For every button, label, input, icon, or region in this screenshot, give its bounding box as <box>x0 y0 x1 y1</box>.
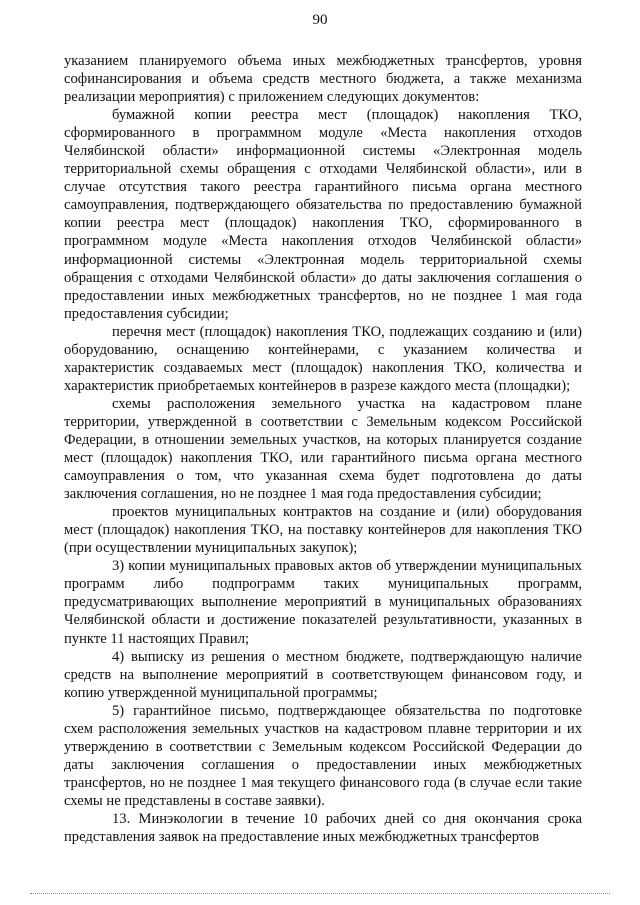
paragraph-sites-list: перечня мест (площадок) накопления ТКО, подлежащих созданию и (или) оборудованию, оснащению контейнерами, с указанием количества и характеристик создаваемых мест (площадок) накопления ТКО, количества и характеристик приобретаемых контейнеров в разрезе каждого места (площадки); <box>64 323 582 394</box>
paragraph-continuation: указанием планируемого объема иных межбюджетных трансфертов, уровня софинансирования и объема средств местного бюджета, а также механизма реализации мероприятия) с приложением следующих документов: <box>64 53 582 106</box>
paragraph-land-plot-scheme: схемы расположения земельного участка на кадастровом плане территории, утвержденной в соответствии с Земельным кодексом Российской Федерации, в отношении земельных участков, на которых планируется создание мест (площадок) накопления ТКО, или гарантийного письма органа местного самоуправления о том, что указанная схема будет подготовлена до даты заключения соглашения, но не позднее 1 мая года предоставления субсидии; <box>64 395 582 503</box>
paragraph-item-5: 5) гарантийное письмо, подтверждающее обязательства по подготовке схем расположения земельных участков на кадастровом плавне территории и их утверждению в соответствии с Земельным кодексом Российской Федерации до даты заключения соглашения о предоставлении иных межбюджетных трансфертов, но не позднее 1 мая текущего финансового года (в случае если такие схемы не представлены в составе заявки). <box>64 702 582 809</box>
body-text <box>64 52 582 846</box>
paragraph-item-3: 3) копии муниципальных правовых актов об утверждении муниципальных программ либо подпрограмм таких муниципальных программ, предусматривающих выполнение мероприятий в муниципальных образованиях Челябинской области и достижение показателей результативности, указанных в пункте 11 настоящих Правил; <box>64 558 582 647</box>
paragraph-item-4: 4) выписку из решения о местном бюджете, подтверждающую наличие средств на выполнение мероприятий в соответствующем финансовом году, и копию утвержденной муниципальной программы; <box>64 648 582 701</box>
paragraph-section-13: 13. Минэкологии в течение 10 рабочих дней со дня окончания срока представления заявок на предоставление иных межбюджетных трансфертов <box>64 810 582 846</box>
paragraph-paper-registry-copy: бумажной копии реестра мест (площадок) накопления ТКО, сформированного в программном модуле «Места накопления отходов Челябинской области» информационной системы «Электронная модель территориальной схемы обращения с отходами Челябинской области», или в случае отсутствия такого реестра гарантийного письма органа местного самоуправления, подтверждающего обязательства по предоставлению бумажной копии реестра мест (площадок) накопления ТКО, сформированного в программном модуле «Места накопления отходов Челябинской области» информационной системы «Электронная модель территориальной схемы обращения с отходами Челябинской области» до даты заключения соглашения о предоставлении иных межбюджетных трансфертов, но не позднее 1 мая года предоставления субсидии; <box>64 107 582 322</box>
paragraph-contract-drafts: проектов муниципальных контрактов на создание и (или) оборудования мест (площадок) накопления ТКО, на поставку контейнеров для накопления ТКО (при осуществлении муниципальных закупок); <box>64 504 582 557</box>
page-number: 90 <box>312 12 328 28</box>
bottom-divider <box>30 893 610 894</box>
